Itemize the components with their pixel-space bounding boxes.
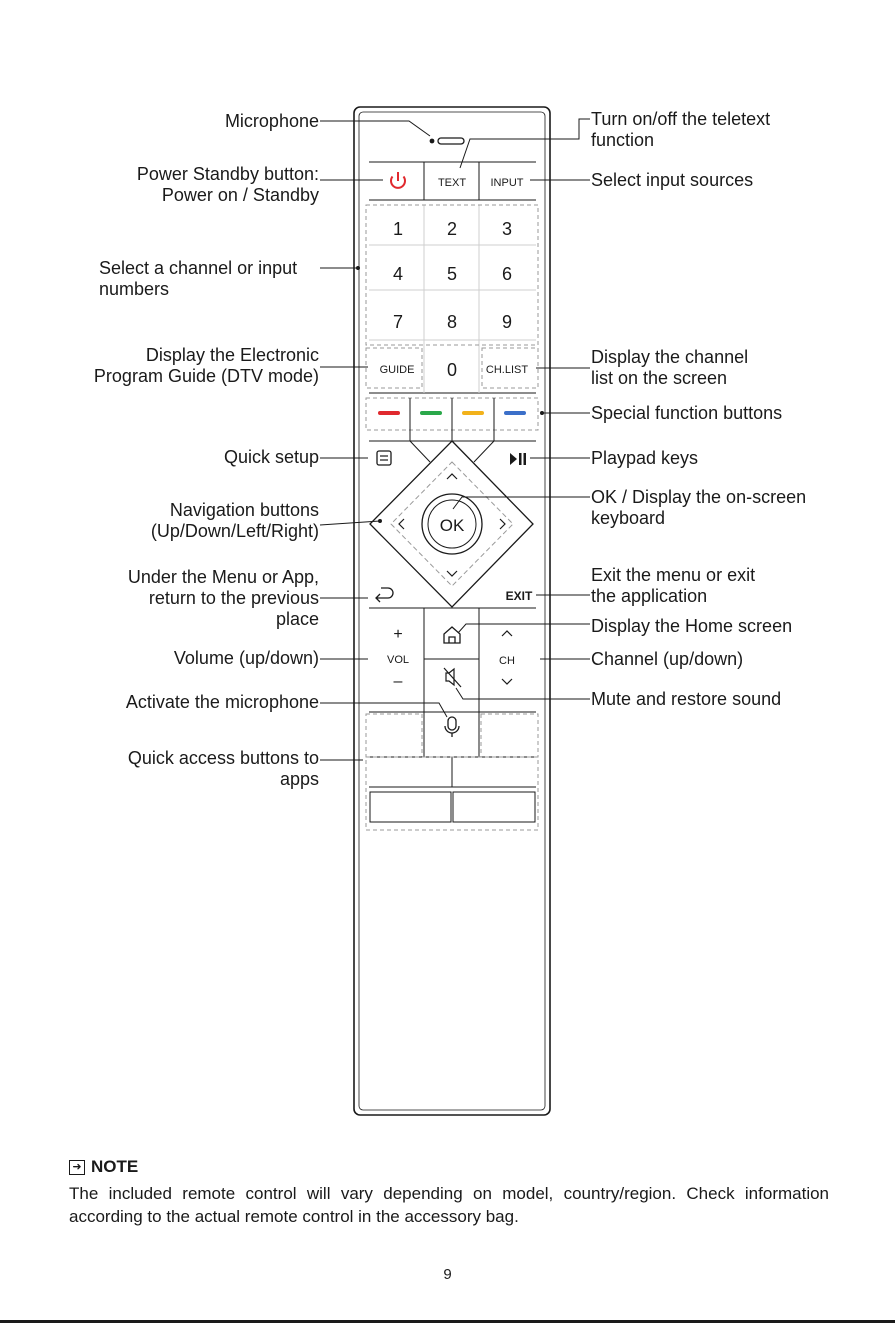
red-color-bar	[378, 411, 400, 415]
digit-8-label: 8	[446, 312, 458, 332]
label-guide: Display the Electronic Program Guide (DTV mode)	[93, 345, 319, 386]
digit-2-label: 2	[446, 219, 458, 239]
digit-8-button[interactable]	[447, 312, 457, 332]
label-teletext: Turn on/off the teletext function	[591, 109, 771, 150]
digit-4-label: 4	[392, 264, 404, 284]
ok-button[interactable]	[422, 494, 482, 554]
digit-5-label: 5	[446, 264, 458, 284]
text-button[interactable]	[425, 163, 478, 199]
bottom-rule	[0, 1320, 895, 1323]
green-color-bar	[420, 411, 442, 415]
digit-1-label: 1	[392, 219, 404, 239]
label-exit: Exit the menu or exit the application	[591, 565, 756, 606]
digit-6-button[interactable]	[502, 264, 512, 284]
label-channel-list: Display the channel list on the screen	[591, 347, 749, 388]
digit-0-button[interactable]	[425, 348, 478, 388]
app-button-4[interactable]	[454, 759, 535, 786]
note-title: NOTE	[91, 1157, 139, 1176]
digit-3-label: 3	[501, 219, 513, 239]
app-button-6[interactable]	[454, 793, 534, 821]
green-color-button[interactable]	[420, 411, 442, 415]
note-arrow-icon: ➜	[69, 1160, 85, 1175]
ok-key-label: OK	[439, 516, 465, 535]
vol-key-label: VOL	[386, 654, 410, 666]
page-number: 9	[443, 1266, 452, 1283]
label-channel: Channel (up/down)	[591, 649, 744, 669]
exit-button[interactable]	[506, 589, 533, 603]
label-navigation: Navigation buttons (Up/Down/Left/Right)	[150, 500, 319, 541]
label-activate-microphone: Activate the microphone	[125, 692, 319, 712]
label-microphone: Microphone	[224, 111, 319, 131]
label-back: Under the Menu or App, return to the previous place	[127, 567, 319, 629]
remote-body	[354, 107, 550, 1115]
digit-3-button[interactable]	[502, 219, 512, 239]
exit-key-label: EXIT	[505, 589, 533, 603]
digit-9-label: 9	[501, 312, 513, 332]
label-quick-access: Quick access buttons to apps	[127, 748, 319, 789]
vol-plus-label: +	[393, 626, 403, 643]
yellow-color-bar	[462, 411, 484, 415]
label-input: Select input sources	[591, 170, 754, 190]
label-volume: Volume (up/down)	[173, 648, 319, 668]
label-playpad: Playpad keys	[591, 448, 699, 468]
digit-5-button[interactable]	[447, 264, 457, 284]
note-text: The included remote control will vary depending on model, country/region. Check information according to the actual remote control in the accessory bag.	[69, 1184, 829, 1226]
guide-key-label: GUIDE	[379, 364, 415, 376]
note-heading	[69, 1156, 138, 1178]
input-button[interactable]	[480, 163, 535, 199]
label-quick-setup: Quick setup	[223, 447, 319, 467]
label-power-standby: Power Standby button: Power on / Standby	[136, 164, 319, 205]
vol-minus-label: –	[393, 673, 403, 690]
app-button-3[interactable]	[370, 759, 451, 786]
digit-7-label: 7	[392, 312, 404, 332]
text-key-label: TEXT	[437, 177, 467, 189]
power-button[interactable]	[370, 163, 423, 199]
label-ok: OK / Display the on-screen keyboard	[591, 487, 807, 528]
digit-1-button[interactable]	[393, 219, 403, 239]
digit-9-button[interactable]	[502, 312, 512, 332]
digit-7-button[interactable]	[393, 312, 403, 332]
blue-color-bar	[504, 411, 526, 415]
digit-2-button[interactable]	[447, 219, 457, 239]
label-channel-numbers: Select a channel or input numbers	[99, 258, 298, 299]
label-home: Display the Home screen	[591, 616, 793, 636]
red-color-button[interactable]	[378, 411, 400, 415]
digit-0-label: 0	[446, 360, 458, 380]
label-special-function: Special function buttons	[591, 403, 783, 423]
chlist-key-label: CH.LIST	[485, 364, 529, 376]
yellow-color-button[interactable]	[462, 411, 484, 415]
digit-6-label: 6	[501, 264, 513, 284]
ch-key-label: CH	[499, 655, 515, 667]
blue-color-button[interactable]	[504, 411, 526, 415]
app-button-2[interactable]	[483, 714, 536, 755]
app-button-1[interactable]	[370, 714, 422, 755]
label-mute: Mute and restore sound	[591, 689, 782, 709]
digit-4-button[interactable]	[393, 264, 403, 284]
app-button-5[interactable]	[371, 793, 450, 821]
input-key-label: INPUT	[490, 177, 524, 189]
